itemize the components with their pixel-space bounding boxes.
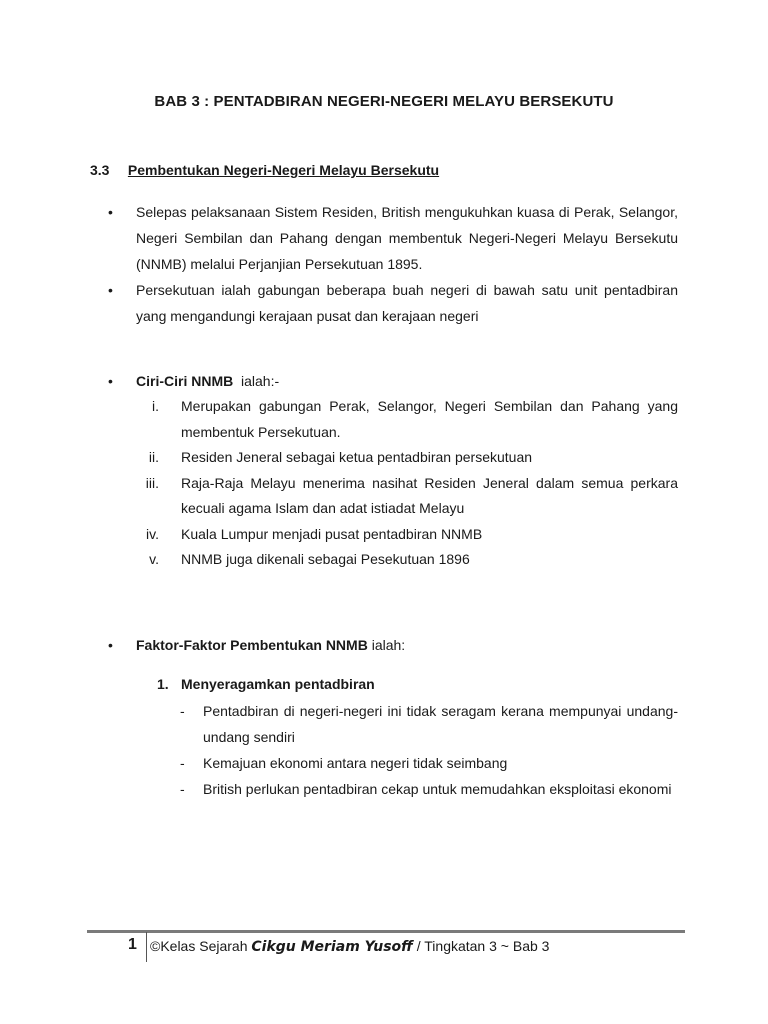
item-number: v. (149, 551, 159, 567)
chapter-title: BAB 3 : PENTADBIRAN NEGERI-NEGERI MELAYU BERSEKUTU (154, 93, 614, 110)
page-number: 1 (128, 936, 137, 953)
item-text: British perlukan pentadbiran cekap untuk memudahkan eksploitasi ekonomi (203, 781, 672, 797)
bullet-text: Selepas pelaksanaan Sistem Residen, British mengukuhkan kuasa di Perak, Selangor, Negeri Sembilan dan Pahang dengan membentuk Negeri-Negeri Melayu Bersekutu (NNMB) melalui Perjanjian Persekutuan 1895. (136, 204, 678, 272)
dash-icon: - (180, 703, 185, 719)
ciri-list (135, 394, 678, 573)
bullet-text: Persekutuan ialah gabungan beberapa buah negeri di bawah satu unit pentadbiran yang mengandungi kerajaan pusat dan kerajaan negeri (136, 282, 678, 324)
item-text: Merupakan gabungan Perak, Selangor, Negeri Sembilan dan Pahang yang membentuk Persekutuan. (181, 398, 678, 440)
list-item (135, 445, 678, 471)
item-text: Residen Jeneral sebagai ketua pentadbiran persekutuan (181, 449, 533, 465)
item-text: Raja-Raja Melayu menerima nasihat Residen Jeneral dalam semua perkara kecuali agama Islam dan adat istiadat Melayu (181, 474, 678, 516)
bullet-icon: • (108, 204, 113, 220)
ciri-label: Ciri-Ciri NNMB (136, 373, 234, 389)
footer-suffix: / Tingkatan 3 ~ Bab 3 (412, 938, 550, 954)
faktor-subheading (157, 676, 375, 692)
list-item (108, 277, 678, 329)
list-item (180, 776, 678, 802)
footer-divider (87, 930, 685, 933)
list-item (180, 750, 678, 776)
section-heading (90, 162, 439, 178)
intro-bullet-list (108, 199, 678, 329)
faktor-label: Faktor-Faktor Pembentukan NNMB (136, 637, 368, 653)
item-text: Pentadbiran di negeri-negeri ini tidak seragam kerana mempunyai undang-undang sendiri (203, 703, 678, 745)
list-item (108, 199, 678, 277)
bullet-icon: • (108, 282, 113, 298)
bullet-icon: • (108, 373, 113, 389)
footer-separator (146, 932, 147, 962)
item-text: Kemajuan ekonomi antara negeri tidak seimbang (203, 755, 508, 771)
footer-text (150, 938, 549, 955)
bullet-icon: • (108, 637, 113, 653)
ciri-label-suffix: ialah:- (233, 373, 280, 389)
section-title: Pembentukan Negeri-Negeri Melayu Bersekutu (127, 162, 440, 178)
item-text: Kuala Lumpur menjadi pusat pentadbiran NNMB (181, 525, 483, 542)
list-item (135, 471, 678, 522)
item-number: iv. (146, 525, 159, 542)
faktor-list (180, 698, 678, 802)
faktor-label-suffix: ialah: (367, 637, 406, 653)
list-item (135, 547, 678, 573)
item-number: ii. (148, 449, 159, 465)
subheading-text: Menyeragamkan pentadbiran (181, 676, 375, 692)
list-item (135, 522, 678, 548)
item-text: NNMB juga dikenali sebagai Pesekutuan 1896 (181, 551, 470, 567)
dash-icon: - (180, 755, 185, 771)
item-number: i. (152, 398, 159, 414)
ciri-heading (108, 368, 279, 394)
list-item (135, 394, 678, 445)
footer-prefix: ©Kelas Sejarah (150, 938, 252, 954)
section-number: 3.3 (90, 162, 110, 178)
list-item (180, 698, 678, 750)
dash-icon: - (180, 781, 185, 797)
subheading-number: 1. (157, 676, 169, 692)
faktor-heading (108, 632, 405, 658)
footer-author: Cikgu Meriam Yusoff (251, 939, 413, 955)
item-number: iii. (145, 474, 159, 491)
